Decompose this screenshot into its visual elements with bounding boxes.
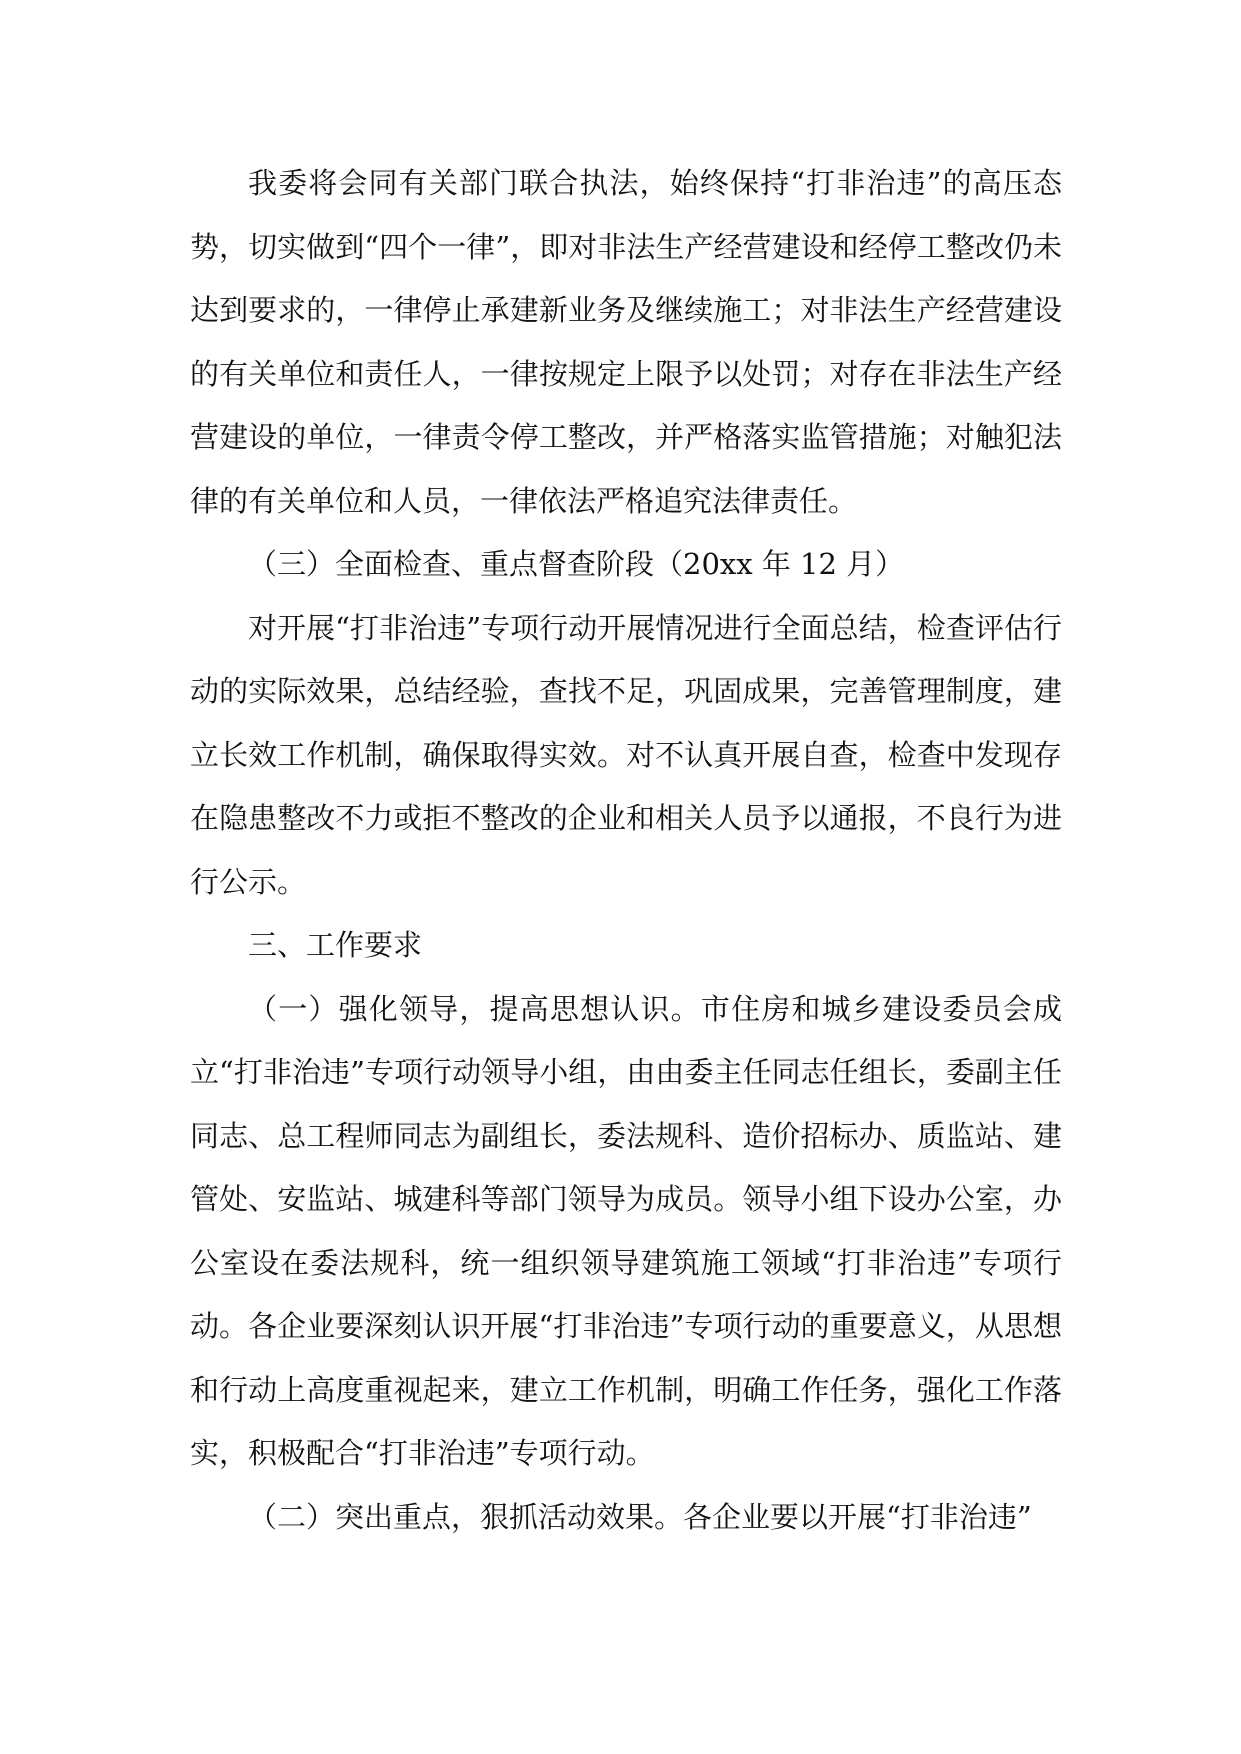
paragraph-strengthen-leadership: （一）强化领导，提高思想认识。市住房和城乡建设委员会成立“打非治违”专项行动领导小组，由由委主任同志任组长，委副主任同志、总工程师同志为副组长，委法规科、造价招标办、质监站、建管处、安监站、城建科等部门领导为成员。领导小组下设办公室，办公室设在委法规科，统一组织领导建筑施工领域“打非治违”专项行动。各企业要深刻认识开展“打非治违”专项行动的重要意义，从思想和行动上高度重视起来，建立工作机制，明确工作任务，强化工作落实，积极配合“打非治违”专项行动。	[190, 991, 1062, 1470]
paragraph-joint-enforcement: 我委将会同有关部门联合执法，始终保持“打非治违”的高压态势，切实做到“四个一律”，即对非法生产经营建设和经停工整改仍未达到要求的，一律停止承建新业务及继续施工；对非法生产经营建设的有关单位和责任人，一律按规定上限予以处罚；对存在非法生产经营建设的单位，一律责令停工整改，并严格落实监管措施；对触犯法律的有关单位和人员，一律依法严格追究法律责任。	[190, 166, 1062, 518]
document-body	[190, 152, 1062, 1549]
section-heading-work-requirements: 三、工作要求	[248, 928, 423, 962]
section-heading-inspection-stage: （三）全面检查、重点督查阶段（20xx 年 12 月）	[248, 547, 905, 581]
paragraph-summary: 对开展“打非治违”专项行动开展情况进行全面总结，检查评估行动的实际效果，总结经验，查找不足，巩固成果，完善管理制度，建立长效工作机制，确保取得实效。对不认真开展自查，检查中发现存在隐患整改不力或拒不整改的企业和相关人员予以通报，不良行为进行公示。	[190, 610, 1062, 899]
paragraph-highlight-focus: （二）突出重点，狠抓活动效果。各企业要以开展“打非治违”	[248, 1499, 1032, 1534]
